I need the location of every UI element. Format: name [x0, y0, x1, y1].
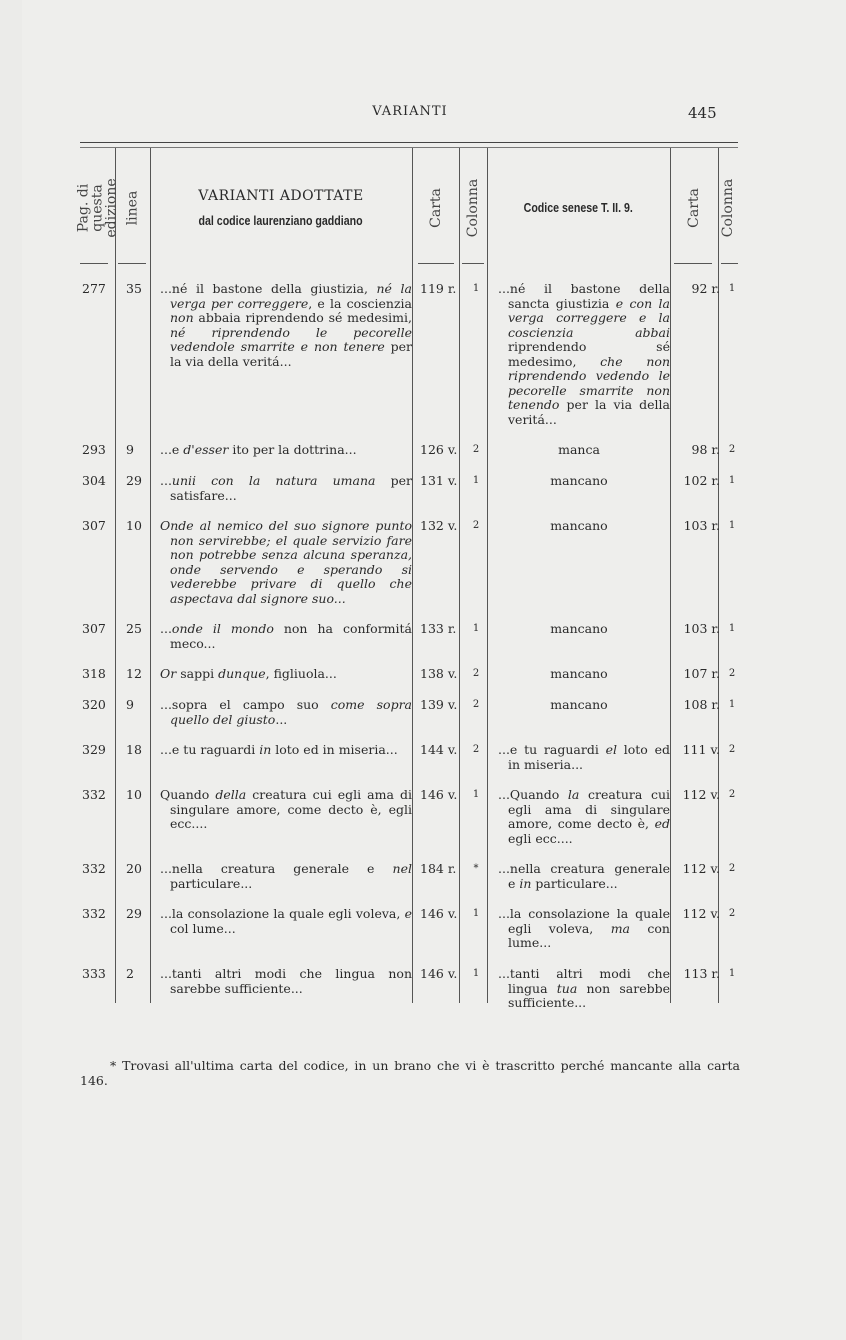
italic-text: che non riprendendo vedendo le pecorelle smarrite non tenendo — [508, 353, 670, 412]
header-varianti-subtitle: dal codice laurenziano gaddiano — [198, 214, 364, 228]
header-colonna2-label: Colonna — [720, 178, 736, 238]
adopted-variant — [160, 443, 412, 458]
text-segment: ...la consolazione la quale egli voleva, — [160, 906, 405, 921]
text-segment: ...nella creatura generale e — [160, 861, 393, 876]
colonna-value: 1 — [472, 789, 480, 800]
adopted-variant — [160, 667, 412, 682]
header-carta — [412, 148, 459, 268]
italic-text: Or — [160, 666, 177, 681]
colonna2-value: 1 — [728, 520, 736, 531]
colonna-value: 2 — [472, 668, 480, 679]
carta2-value: 111 v. — [682, 742, 720, 757]
text-segment: ...tanti altri modi che lingua non sarebbe sufficiente... — [160, 966, 412, 996]
colonna-value: 1 — [472, 475, 480, 486]
italic-text: e — [404, 906, 412, 921]
header-underline — [674, 263, 712, 264]
senese-reading — [498, 743, 670, 772]
italic-text: come sopra quello del giusto — [170, 697, 412, 727]
header-rule — [80, 142, 738, 143]
page-ref: 332 — [82, 906, 106, 921]
senese-reading — [498, 474, 660, 489]
text-segment: ...sopra el campo suo — [160, 697, 331, 712]
carta-value: 184 r. — [420, 861, 457, 876]
senese-reading — [498, 282, 670, 427]
header-pag-label: Pag. di questa edizione — [75, 178, 120, 238]
carta2-value: 92 r. — [691, 281, 720, 296]
header-carta2-label: Carta — [685, 188, 702, 228]
text-segment: mancano — [550, 518, 608, 533]
colonna2-value: 2 — [728, 789, 736, 800]
line-ref: 29 — [126, 906, 142, 921]
header-carta2 — [670, 148, 718, 268]
carta-value: 146 v. — [420, 787, 458, 802]
table-row — [80, 743, 738, 788]
italic-text: la — [567, 787, 580, 802]
table-row — [80, 519, 738, 622]
italic-text: né la verga per correggere — [170, 281, 412, 311]
adopted-variant — [160, 282, 412, 369]
page-number: 445 — [688, 104, 717, 122]
colonna2-value: 1 — [728, 623, 736, 634]
header-pag — [75, 148, 120, 268]
carta2-value: 113 r. — [683, 966, 720, 981]
page-ref: 293 — [82, 442, 106, 457]
header-colonna-label: Colonna — [465, 178, 481, 238]
colonna-value: * — [473, 863, 479, 874]
variants-table — [75, 148, 738, 1010]
text-segment: riprendendo sé medesimo, — [508, 339, 670, 369]
colonna2-value: 2 — [728, 863, 736, 874]
senese-reading — [498, 862, 670, 891]
text-segment: ...la consolazione la quale egli voleva, — [498, 906, 670, 936]
header-underline — [418, 263, 454, 264]
colonna2-value: 2 — [728, 668, 736, 679]
header-underline — [118, 263, 146, 264]
carta-value: 131 v. — [420, 473, 458, 488]
adopted-variant — [160, 474, 412, 503]
text-segment: ... — [275, 711, 288, 727]
adopted-variant — [160, 519, 412, 606]
colonna-value: 2 — [472, 444, 480, 455]
senese-reading — [498, 907, 670, 951]
colonna2-value: 2 — [728, 908, 736, 919]
line-ref: 12 — [126, 666, 142, 681]
page-ref: 320 — [82, 697, 106, 712]
carta2-value: 108 r. — [683, 697, 720, 712]
text-segment: ...né il bastone della sancta giustizia — [498, 281, 670, 311]
header-carta-label: Carta — [427, 188, 444, 228]
text-segment: ...e tu raguardi — [498, 742, 606, 757]
carta-value: 133 r. — [420, 621, 457, 636]
colonna-value: 1 — [472, 623, 480, 634]
table-row — [80, 622, 738, 667]
header-colonna — [459, 148, 487, 268]
running-title: VARIANTI — [372, 104, 448, 119]
senese-reading — [498, 698, 660, 713]
header-linea-label: linea — [124, 190, 141, 226]
carta-value: 146 v. — [420, 906, 458, 921]
line-ref: 10 — [126, 518, 142, 533]
table-row — [80, 698, 738, 743]
text-segment: per satisfare... — [170, 473, 412, 503]
header-varianti — [150, 148, 412, 268]
adopted-variant — [160, 743, 412, 758]
italic-text: in — [519, 875, 532, 891]
text-segment: mancano — [550, 621, 608, 636]
text-segment: particulare... — [170, 875, 253, 891]
text-segment: loto ed in miseria... — [271, 742, 398, 757]
carta-value: 138 v. — [420, 666, 458, 681]
senese-reading — [498, 622, 660, 637]
adopted-variant — [160, 698, 412, 727]
line-ref: 10 — [126, 787, 142, 802]
header-linea — [115, 148, 150, 268]
senese-reading — [498, 788, 670, 846]
text-segment: mancano — [550, 473, 608, 488]
senese-reading — [498, 443, 660, 458]
italic-text: della — [215, 787, 247, 802]
table-row — [80, 282, 738, 443]
italic-text: el — [605, 742, 617, 757]
page-ref: 277 — [82, 281, 106, 296]
text-segment: egli ecc.... — [508, 830, 573, 846]
footnote: * Trovasi all'ultima carta del codice, in un brano che vi è trascritto perché mancante alla carta 146. — [80, 1058, 740, 1088]
colonna2-value: 1 — [728, 475, 736, 486]
colonna-value: 1 — [472, 283, 480, 294]
text-segment: ...né il bastone della giustizia, — [160, 281, 377, 296]
table-row — [80, 907, 738, 967]
text-segment: con lume... — [508, 920, 670, 950]
text-segment: , figliuola... — [265, 666, 337, 681]
text-segment: non sarebbe sufficiente... — [508, 980, 670, 1010]
senese-reading — [498, 519, 660, 534]
carta-value: 126 v. — [420, 442, 458, 457]
text-segment: manca — [558, 442, 600, 457]
italic-text: Onde al nemico del suo signore punto non servirebbe; el quale servizio fare non potrebbe senza alcuna speranza, onde servendo e sperando si vederebbe privare di quello che aspectava dal signore suo... — [160, 518, 412, 606]
italic-text: tua — [556, 980, 578, 996]
text-segment: ... — [160, 621, 172, 636]
carta-value: 146 v. — [420, 966, 458, 981]
carta2-value: 103 r. — [683, 518, 720, 533]
text-segment: mancano — [550, 697, 608, 712]
colonna2-value: 1 — [728, 283, 736, 294]
text-segment: ...e tu raguardi — [160, 742, 260, 757]
text-segment: ...nella creatura generale e — [498, 861, 670, 891]
adopted-variant — [160, 622, 412, 651]
text-segment: , e la coscienzia — [308, 295, 412, 311]
text-segment: per la via della veritá... — [508, 397, 670, 427]
header-underline — [462, 263, 484, 264]
page-ref: 307 — [82, 621, 106, 636]
text-segment: sappi — [176, 666, 219, 681]
adopted-variant — [160, 907, 412, 936]
italic-text: ma — [610, 920, 630, 936]
text-segment: creatura cui egli ama di singulare amore, come decto è, egli ecc.... — [170, 787, 412, 831]
table-row — [80, 862, 738, 907]
table-row — [80, 443, 738, 474]
adopted-variant — [160, 967, 412, 996]
adopted-variant — [160, 788, 412, 832]
text-segment: per la via della veritá... — [170, 339, 412, 369]
text-segment: ...e — [160, 442, 184, 457]
table-row — [80, 474, 738, 519]
colonna2-value: 2 — [728, 444, 736, 455]
header-varianti-title: VARIANTI ADOTTATE — [198, 188, 364, 204]
colonna2-value: 1 — [728, 968, 736, 979]
line-ref: 29 — [126, 473, 142, 488]
carta-value: 139 v. — [420, 697, 458, 712]
page-ref: 332 — [82, 861, 106, 876]
page-ref: 318 — [82, 666, 106, 681]
italic-text: unii con la natura umana — [171, 473, 376, 488]
carta2-value: 112 v. — [682, 787, 720, 802]
italic-text: onde il mondo — [171, 621, 274, 636]
colonna-value: 2 — [472, 744, 480, 755]
colonna2-value: 1 — [728, 699, 736, 710]
header-underline — [721, 263, 738, 264]
italic-text: nel — [392, 861, 412, 876]
text-segment: ... — [160, 473, 172, 488]
table-row — [80, 967, 738, 1027]
text-segment: non ha conformitá meco... — [170, 621, 412, 651]
line-ref: 9 — [126, 697, 134, 712]
line-ref: 35 — [126, 281, 142, 296]
line-ref: 18 — [126, 742, 142, 757]
text-segment: col lume... — [170, 920, 236, 936]
page-ref: 333 — [82, 966, 106, 981]
colonna-value: 2 — [472, 699, 480, 710]
line-ref: 20 — [126, 861, 142, 876]
colonna-value: 1 — [472, 968, 480, 979]
senese-reading — [498, 967, 670, 1011]
carta2-value: 107 r. — [683, 666, 720, 681]
italic-text: dunque — [218, 666, 266, 681]
table-row — [80, 667, 738, 698]
header-senese — [487, 148, 670, 268]
text-segment: particulare... — [531, 875, 618, 891]
italic-text: né riprendendo le pecorelle vedendole smarrite e non tenere — [170, 324, 412, 354]
page-ref: 307 — [82, 518, 106, 533]
colonna-value: 2 — [472, 520, 480, 531]
text-segment: ...Quando — [498, 787, 568, 802]
senese-reading — [498, 667, 660, 682]
italic-text: in — [259, 742, 272, 757]
text-segment: abbaia riprendendo sé medesimi, — [193, 310, 412, 325]
adopted-variant — [160, 862, 412, 891]
carta2-value: 112 v. — [682, 861, 720, 876]
colonna2-value: 2 — [728, 744, 736, 755]
page-ref: 304 — [82, 473, 106, 488]
text-segment: mancano — [550, 666, 608, 681]
line-ref: 9 — [126, 442, 134, 457]
text-segment: creatura cui egli ama di singulare amore, come decto è, — [508, 787, 670, 831]
line-ref: 25 — [126, 621, 142, 636]
header-underline — [80, 263, 108, 264]
carta2-value: 102 r. — [683, 473, 720, 488]
page-ref: 329 — [82, 742, 106, 757]
header-senese-label: Codice senese T. II. 9. — [523, 201, 634, 215]
italic-text: e con la verga correggere e la coscienzia abbai — [508, 295, 670, 340]
carta-value: 119 r. — [420, 281, 457, 296]
colonna-value: 1 — [472, 908, 480, 919]
text-segment: ito per la dottrina... — [228, 442, 357, 457]
carta2-value: 103 r. — [683, 621, 720, 636]
carta2-value: 112 v. — [682, 906, 720, 921]
table-row — [80, 788, 738, 862]
text-segment: loto ed in miseria... — [508, 742, 670, 772]
table-body — [80, 282, 738, 1027]
italic-text: d'esser — [183, 442, 229, 457]
line-ref: 2 — [126, 966, 134, 981]
header-colonna2 — [718, 148, 738, 268]
text-segment: Quando — [160, 787, 216, 802]
carta-value: 144 v. — [420, 742, 458, 757]
text-segment: ...tanti altri modi che lingua — [498, 966, 670, 996]
carta2-value: 98 r. — [691, 442, 720, 457]
italic-text: ed — [654, 816, 670, 831]
page-ref: 332 — [82, 787, 106, 802]
italic-text: non — [170, 310, 194, 325]
carta-value: 132 v. — [420, 518, 458, 533]
